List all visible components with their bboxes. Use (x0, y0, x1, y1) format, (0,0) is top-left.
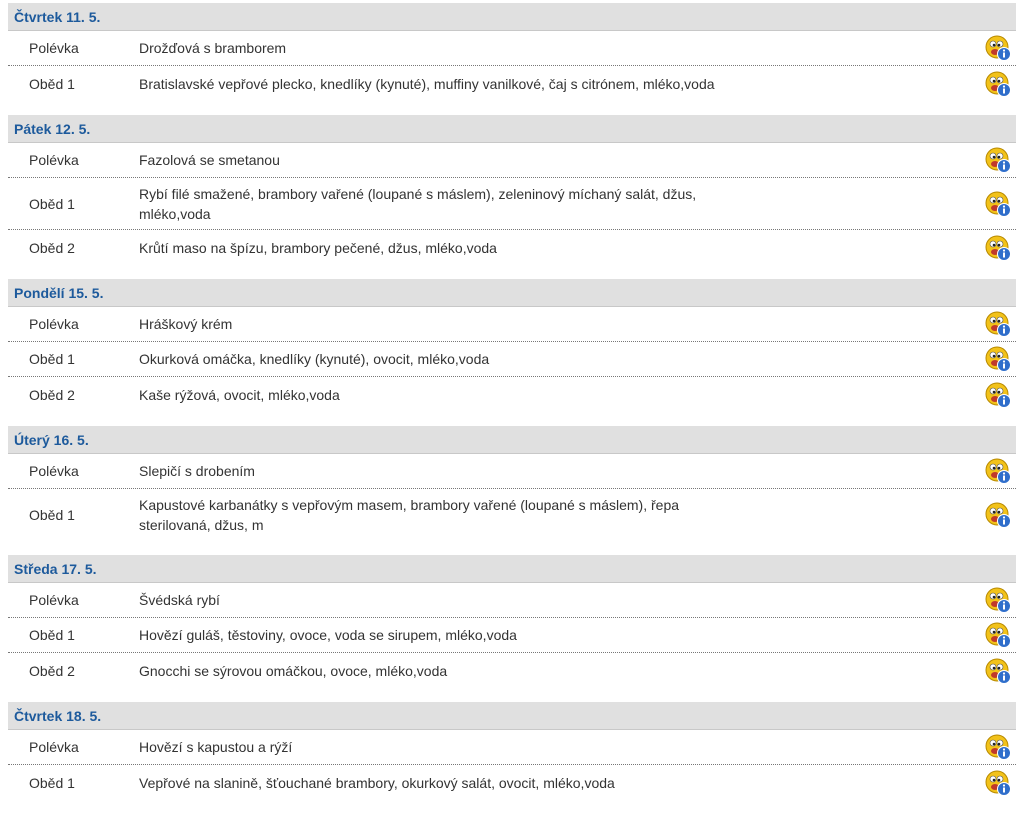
meal-row (8, 31, 1016, 66)
meal-type: Oběd 2 (29, 386, 75, 403)
meal-row (8, 730, 1016, 765)
allergen-info-icon (985, 235, 1011, 261)
day-section (8, 3, 1016, 101)
meal-row (8, 230, 1016, 265)
meal-type: Oběd 1 (29, 627, 75, 643)
meal-type: Polévka (29, 592, 79, 608)
allergen-info-button[interactable] (985, 147, 1011, 173)
meal-row (8, 66, 1016, 101)
allergen-info-button[interactable] (985, 235, 1011, 261)
day-meal-list (8, 31, 1016, 101)
allergen-info-button[interactable] (985, 35, 1011, 61)
allergen-info-button[interactable] (985, 658, 1011, 684)
meal-row (8, 583, 1016, 618)
meal-row (8, 307, 1016, 342)
day-section (8, 115, 1016, 265)
day-meal-list (8, 454, 1016, 541)
meal-description: Gnocchi se sýrovou omáčkou, ovoce, mléko,voda (139, 662, 448, 679)
allergen-info-icon (985, 658, 1011, 684)
allergen-info-icon (985, 502, 1011, 528)
allergen-info-icon (985, 770, 1011, 796)
allergen-info-button[interactable] (985, 587, 1011, 613)
day-header: Pátek 12. 5. (8, 115, 1016, 143)
allergen-info-icon (985, 458, 1011, 484)
allergen-info-icon (985, 382, 1011, 408)
allergen-info-icon (985, 622, 1011, 648)
allergen-info-button[interactable] (985, 311, 1011, 337)
meal-description: Hovězí guláš, těstoviny, ovoce, voda se sirupem, mléko,voda (139, 627, 517, 643)
day-section (8, 555, 1016, 688)
allergen-info-button[interactable] (985, 502, 1011, 528)
meal-type: Oběd 2 (29, 239, 75, 256)
day-section (8, 702, 1016, 800)
allergen-info-button[interactable] (985, 734, 1011, 760)
meal-row (8, 765, 1016, 800)
day-meal-list (8, 307, 1016, 412)
meal-row (8, 143, 1016, 178)
allergen-info-icon (985, 311, 1011, 337)
meal-row (8, 653, 1016, 688)
meal-row (8, 489, 1016, 541)
allergen-info-button[interactable] (985, 71, 1011, 97)
day-meal-list (8, 730, 1016, 800)
meal-description: Krůtí maso na špízu, brambory pečené, džus, mléko,voda (139, 239, 497, 256)
meal-type: Polévka (29, 739, 79, 755)
meal-description: Hráškový krém (139, 316, 233, 332)
meal-type: Oběd 1 (29, 75, 75, 92)
meal-description: Kapustové karbanátky s vepřovým masem, brambory vařené (loupané s máslem), řepa sterilovaná, džus, m (139, 497, 680, 533)
meal-type: Oběd 2 (29, 662, 75, 679)
allergen-info-button[interactable] (985, 622, 1011, 648)
day-meal-list (8, 583, 1016, 688)
meal-type: Polévka (29, 316, 79, 332)
meal-description: Švédská rybí (139, 592, 220, 608)
meal-description: Hovězí s kapustou a rýží (139, 739, 293, 755)
meal-row (8, 342, 1016, 377)
allergen-info-icon (985, 734, 1011, 760)
allergen-info-icon (985, 346, 1011, 372)
meal-type: Polévka (29, 152, 79, 168)
allergen-info-icon (985, 147, 1011, 173)
meal-description: Rybí filé smažené, brambory vařené (loupané s máslem), zeleninový míchaný salát, džus, mléko,voda (139, 185, 697, 222)
allergen-info-icon (985, 587, 1011, 613)
meal-type: Oběd 1 (29, 507, 75, 523)
allergen-info-icon (985, 191, 1011, 217)
day-header: Úterý 16. 5. (8, 426, 1016, 454)
day-header: Pondělí 15. 5. (8, 279, 1016, 307)
meal-row (8, 178, 1016, 230)
day-meal-list (8, 143, 1016, 265)
allergen-info-button[interactable] (985, 382, 1011, 408)
allergen-info-button[interactable] (985, 770, 1011, 796)
meal-description: Slepičí s drobením (139, 463, 255, 479)
day-header: Čtvrtek 11. 5. (8, 3, 1016, 31)
day-section (8, 279, 1016, 412)
meal-description: Vepřové na slanině, šťouchané brambory, okurkový salát, ovocit, mléko,voda (139, 774, 615, 791)
meal-description: Okurková omáčka, knedlíky (kynuté), ovocit, mléko,voda (139, 351, 490, 367)
meal-description: Kaše rýžová, ovocit, mléko,voda (139, 386, 340, 403)
lunch-menu (8, 3, 1016, 814)
meal-row (8, 454, 1016, 489)
allergen-info-icon (985, 71, 1011, 97)
meal-row (8, 377, 1016, 412)
day-header: Čtvrtek 18. 5. (8, 702, 1016, 730)
day-header: Středa 17. 5. (8, 555, 1016, 583)
allergen-info-button[interactable] (985, 191, 1011, 217)
meal-type: Oběd 1 (29, 774, 75, 791)
allergen-info-button[interactable] (985, 346, 1011, 372)
meal-description: Fazolová se smetanou (139, 152, 280, 168)
meal-row (8, 618, 1016, 653)
meal-description: Drožďová s bramborem (139, 40, 287, 56)
day-section (8, 426, 1016, 541)
allergen-info-icon (985, 35, 1011, 61)
meal-description: Bratislavské vepřové plecko, knedlíky (kynuté), muffiny vanilkové, čaj s citrónem, mléko,voda (139, 75, 715, 92)
meal-type: Oběd 1 (29, 195, 75, 212)
meal-type: Polévka (29, 40, 79, 56)
allergen-info-button[interactable] (985, 458, 1011, 484)
meal-type: Oběd 1 (29, 351, 75, 367)
meal-type: Polévka (29, 463, 79, 479)
